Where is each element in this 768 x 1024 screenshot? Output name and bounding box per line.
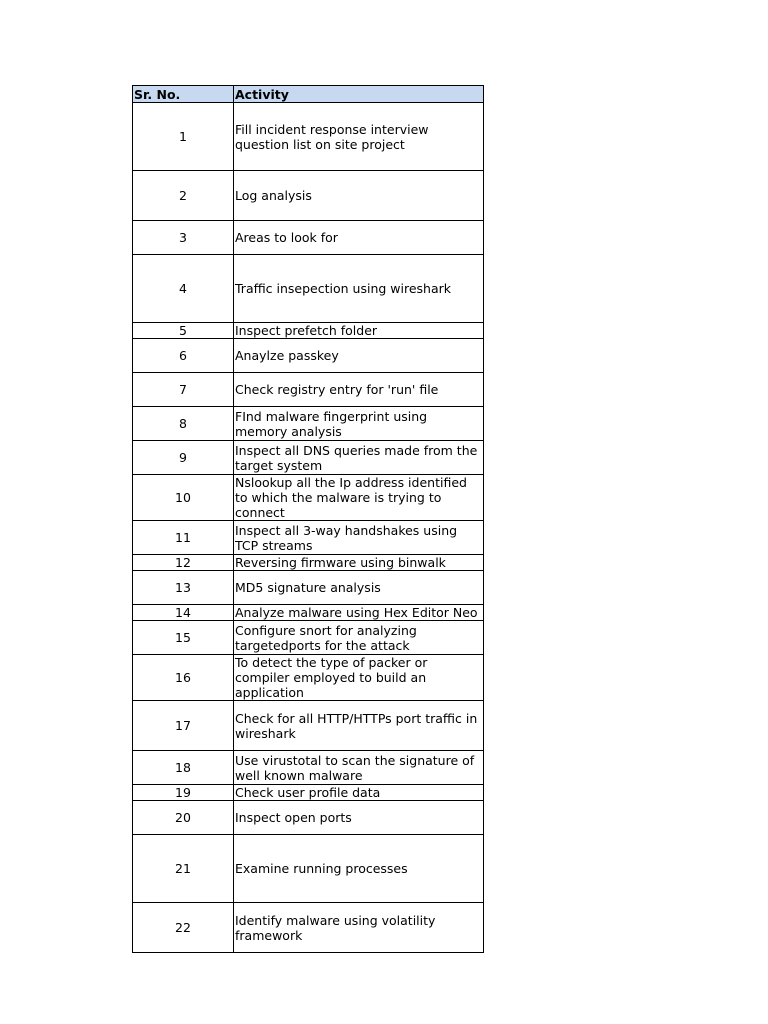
table-row xyxy=(133,655,484,701)
activity-cell: Log analysis xyxy=(234,171,484,221)
activity-cell: Inspect all 3-way handshakes using TCP streams xyxy=(234,521,484,555)
table-row xyxy=(133,555,484,571)
sr-no-cell: 21 xyxy=(133,835,234,903)
activity-cell: Check for all HTTP/HTTPs port traffic in wireshark xyxy=(234,701,484,751)
sr-no-cell: 5 xyxy=(133,323,234,339)
sr-no-cell: 10 xyxy=(133,475,234,521)
activity-cell: Fill incident response interview question list on site project xyxy=(234,103,484,171)
table-header-row xyxy=(133,86,484,103)
table-row xyxy=(133,785,484,801)
sr-no-cell: 9 xyxy=(133,441,234,475)
table-row xyxy=(133,701,484,751)
table-row xyxy=(133,605,484,621)
sr-no-cell: 3 xyxy=(133,221,234,255)
activity-table xyxy=(132,85,484,953)
table-row xyxy=(133,751,484,785)
column-header-activity: Activity xyxy=(234,86,484,103)
activity-cell: Identify malware using volatility framework xyxy=(234,903,484,953)
sr-no-cell: 11 xyxy=(133,521,234,555)
activity-cell: Inspect prefetch folder xyxy=(234,323,484,339)
activity-cell: Nslookup all the Ip address identified to which the malware is trying to connect xyxy=(234,475,484,521)
sr-no-cell: 16 xyxy=(133,655,234,701)
table-row xyxy=(133,801,484,835)
activity-cell: Use virustotal to scan the signature of well known malware xyxy=(234,751,484,785)
activity-cell: Check registry entry for 'run' file xyxy=(234,373,484,407)
sr-no-cell: 1 xyxy=(133,103,234,171)
sr-no-cell: 14 xyxy=(133,605,234,621)
table-row xyxy=(133,521,484,555)
sr-no-cell: 7 xyxy=(133,373,234,407)
sr-no-cell: 20 xyxy=(133,801,234,835)
sr-no-cell: 15 xyxy=(133,621,234,655)
table-row xyxy=(133,255,484,323)
activity-cell: Analyze malware using Hex Editor Neo xyxy=(234,605,484,621)
table-row xyxy=(133,339,484,373)
activity-cell: MD5 signature analysis xyxy=(234,571,484,605)
table-row xyxy=(133,571,484,605)
activity-cell: Traffic insepection using wireshark xyxy=(234,255,484,323)
activity-cell: Reversing firmware using binwalk xyxy=(234,555,484,571)
activity-cell: FInd malware fingerprint using memory analysis xyxy=(234,407,484,441)
sr-no-cell: 8 xyxy=(133,407,234,441)
table-row xyxy=(133,441,484,475)
sr-no-cell: 6 xyxy=(133,339,234,373)
sr-no-cell: 13 xyxy=(133,571,234,605)
table-row xyxy=(133,103,484,171)
sr-no-cell: 18 xyxy=(133,751,234,785)
table-row xyxy=(133,171,484,221)
sr-no-cell: 2 xyxy=(133,171,234,221)
table-row xyxy=(133,221,484,255)
table-row xyxy=(133,407,484,441)
activity-cell: Areas to look for xyxy=(234,221,484,255)
activity-cell: Examine running processes xyxy=(234,835,484,903)
sr-no-cell: 12 xyxy=(133,555,234,571)
activity-cell: Inspect open ports xyxy=(234,801,484,835)
table-row xyxy=(133,621,484,655)
sr-no-cell: 17 xyxy=(133,701,234,751)
table-row xyxy=(133,323,484,339)
activity-cell: To detect the type of packer or compiler employed to build an application xyxy=(234,655,484,701)
sr-no-cell: 22 xyxy=(133,903,234,953)
column-header-sr-no: Sr. No. xyxy=(133,86,234,103)
activity-cell: Check user profile data xyxy=(234,785,484,801)
table-row xyxy=(133,475,484,521)
table-row xyxy=(133,835,484,903)
sr-no-cell: 4 xyxy=(133,255,234,323)
activity-cell: Anaylze passkey xyxy=(234,339,484,373)
activity-cell: Inspect all DNS queries made from the target system xyxy=(234,441,484,475)
activity-cell: Configure snort for analyzing targetedports for the attack xyxy=(234,621,484,655)
table-row xyxy=(133,373,484,407)
sr-no-cell: 19 xyxy=(133,785,234,801)
table-row xyxy=(133,903,484,953)
